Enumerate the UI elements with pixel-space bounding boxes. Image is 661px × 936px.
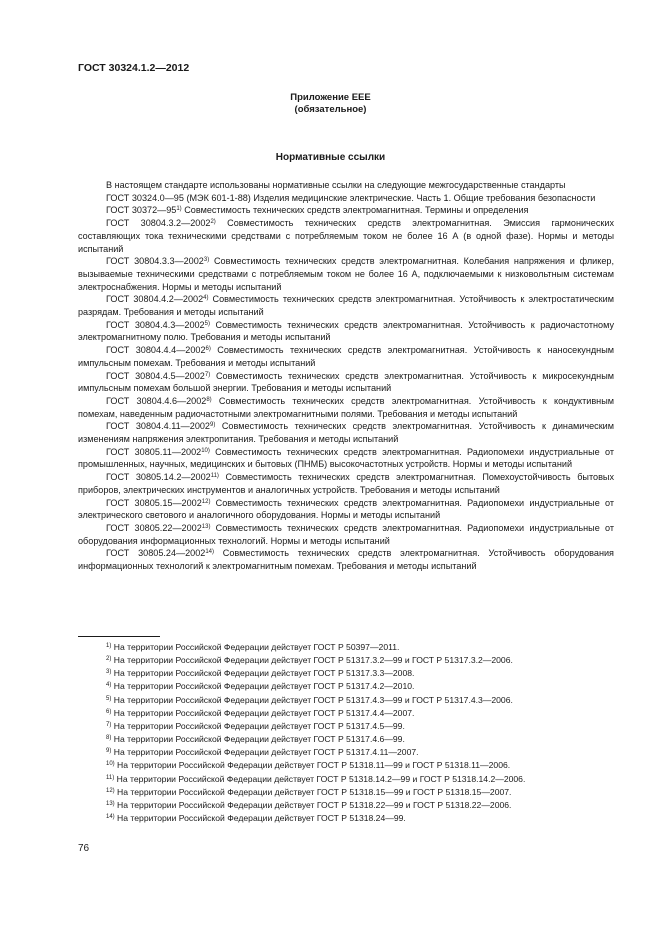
footnote-item: $^{7)}$ На территории Российской Федерации действует ГОСТ Р 51317.4.5—99. — [106, 720, 405, 731]
reference-item: ГОСТ 30805.11—2002$^{10)}$ Совместимость технических средств электромагнитная. Радиопомехи индустриальные от промышленных, научных, медицинских и бытовых (ПНМБ) высокочастотных устройств. Нормы и методы испытаний — [78, 446, 614, 470]
footnote-item: $^{13)}$ На территории Российской Федерации действует ГОСТ Р 51318.22—99 и ГОСТ Р 51318.22—2006. — [106, 799, 512, 810]
reference-item: ГОСТ 30804.4.2—2002$^{4)}$ Совместимость технических средств электромагнитная. Устойчивость к электростатическим разрядам. Требования и методы испытаний — [78, 294, 614, 318]
footnote-item: $^{14)}$ На территории Российской Федерации действует ГОСТ Р 51318.24—99. — [106, 813, 406, 824]
footnote-ref: 9) — [210, 422, 216, 429]
reference-item: ГОСТ 30372—95$^{1)}$ Совместимость технических средств электромагнитная. Термины и определения — [106, 205, 529, 216]
footnote-ref: 6) — [205, 346, 211, 353]
footnote-ref: 2) — [210, 219, 216, 226]
footnote-divider — [78, 636, 160, 637]
reference-item: ГОСТ 30804.4.6—2002$^{8)}$ Совместимость технических средств электромагнитная. Устойчивость к кондуктивным помехам, наведенным радиочастотными электромагнитными полями. Требования и методы испытаний — [78, 395, 614, 419]
footnote-item: $^{2)}$ На территории Российской Федерации действует ГОСТ Р 51317.3.2—99 и ГОСТ Р 51317.3.2—2006. — [106, 655, 513, 666]
reference-item: ГОСТ 30804.3.3—2002$^{3)}$ Совместимость технических средств электромагнитная. Колебания напряжения и фликер, вызываемые техническими средствами с потребляемым током не более 16 А, подключаемыми к низковольтным системам электроснабжения. Нормы и методы испытаний — [78, 256, 614, 292]
footnote-ref: 8) — [206, 396, 212, 403]
footnote-ref: 11) — [210, 473, 219, 480]
reference-item: ГОСТ 30804.4.4—2002$^{6)}$ Совместимость технических средств электромагнитная. Устойчивость к наносекундным импульсным помехам. Требования и методы испытаний — [78, 345, 614, 368]
footnote-item: $^{4)}$ На территории Российской Федерации действует ГОСТ Р 51317.4.2—2010. — [106, 681, 415, 692]
footnote-item: $^{5)}$ На территории Российской Федерации действует ГОСТ Р 51317.4.3—99 и ГОСТ Р 51317.4.3—2006. — [106, 694, 513, 705]
footnote-ref: 1) — [176, 206, 182, 213]
references-body — [78, 179, 614, 573]
footnote-item: $^{10)}$ На территории Российской Федерации действует ГОСТ Р 51318.11—99 и ГОСТ Р 51318.11—2006. — [106, 760, 511, 771]
footnote-ref: 7) — [204, 371, 211, 378]
footnote-item: $^{11)}$ На территории Российской Федерации действует ГОСТ Р 51318.14.2—99 и ГОСТ Р 51318.14.2—2006. — [106, 773, 526, 784]
reference-item: ГОСТ 30805.14.2—2002$^{11)}$ Совместимость технических средств электромагнитная. Помехоустойчивость бытовых приборов, электрических инструментов и аналогичных устройств. Требования и методы испытаний — [78, 472, 615, 495]
footnote-item: $^{8)}$ На территории Российской Федерации действует ГОСТ Р 51317.4.6—99. — [106, 734, 405, 745]
footnote-item: $^{3)}$ На территории Российской Федерации действует ГОСТ Р 51317.3.3—2008. — [106, 668, 415, 679]
reference-item: ГОСТ 30324.0—95 (МЭК 601-1-88) Изделия медицинские электрические. Часть 1. Общие требования безопасности — [106, 192, 596, 203]
footnote-ref: 5) — [204, 320, 210, 327]
footnote-item: $^{1)}$ На территории Российской Федерации действует ГОСТ Р 50397—2011. — [106, 642, 400, 652]
footnote-item: $^{6)}$ На территории Российской Федерации действует ГОСТ Р 51317.4.4—2007. — [106, 707, 415, 718]
footnotes — [106, 641, 606, 825]
section-title: Нормативные ссылки — [275, 152, 386, 163]
reference-item: ГОСТ 30804.4.3—2002$^{5)}$ Совместимость технических средств электромагнитная. Устойчивость к радиочастотному электромагнитному полю. Требования и методы испытаний — [78, 319, 614, 343]
reference-item: ГОСТ 30805.24—2002$^{14)}$ Совместимость технических средств электромагнитная. Устойчивость оборудования информационных технологий к электромагнитным помехам. Требования и методы испытаний — [78, 548, 614, 572]
footnote-ref: 12) — [201, 498, 211, 505]
footnote-ref: 4) — [203, 295, 209, 302]
reference-item: ГОСТ 30805.22—2002$^{13)}$ Совместимость технических средств электромагнитная. Радиопомехи индустриальные от оборудования информационных технологий. Нормы и методы испытаний — [78, 522, 614, 546]
footnote-item: $^{9)}$ На территории Российской Федерации действует ГОСТ Р 51317.4.11—2007. — [106, 747, 419, 758]
document-header-code: ГОСТ 30324.1.2—2012 — [78, 62, 190, 74]
intro-paragraph: В настоящем стандарте использованы нормативные ссылки на следующие межгосударственные стандарты — [106, 180, 566, 190]
reference-item: ГОСТ 30804.3.2—2002$^{2)}$ Совместимость технических средств электромагнитная. Эмиссия гармонических составляющих тока техническими средствами с потребляемым током не более 16 А (в одной фазе). Нормы и методы испытаний — [78, 218, 614, 254]
page-number: 76 — [78, 843, 90, 854]
footnote-ref: 13) — [201, 523, 211, 530]
appendix-subtitle: (обязательное) — [294, 104, 367, 115]
footnote-ref: 10) — [201, 447, 210, 454]
appendix-title: Приложение ЕЕЕ — [290, 92, 371, 103]
reference-item: ГОСТ 30804.4.11—2002$^{9)}$ Совместимость технических средств электромагнитная. Устойчивость к динамическим изменениям напряжения электропитания. Требования и методы испытаний — [78, 421, 615, 445]
footnote-ref: 14) — [205, 549, 215, 556]
footnote-item: $^{12)}$ На территории Российской Федерации действует ГОСТ Р 51318.15—99 и ГОСТ Р 51318.15—2007. — [106, 786, 512, 797]
reference-item: ГОСТ 30805.15—2002$^{12)}$ Совместимость технических средств электромагнитная. Радиопомехи индустриальные от электрического светового и аналогичного оборудования. Нормы и методы испытаний — [78, 497, 614, 521]
reference-item: ГОСТ 30804.4.5—2002$^{7)}$ Совместимость технических средств электромагнитная. Устойчивость к микросекундным импульсным помехам большой энергии. Требования и методы испытаний — [78, 370, 614, 394]
footnote-ref: 3) — [203, 257, 210, 264]
